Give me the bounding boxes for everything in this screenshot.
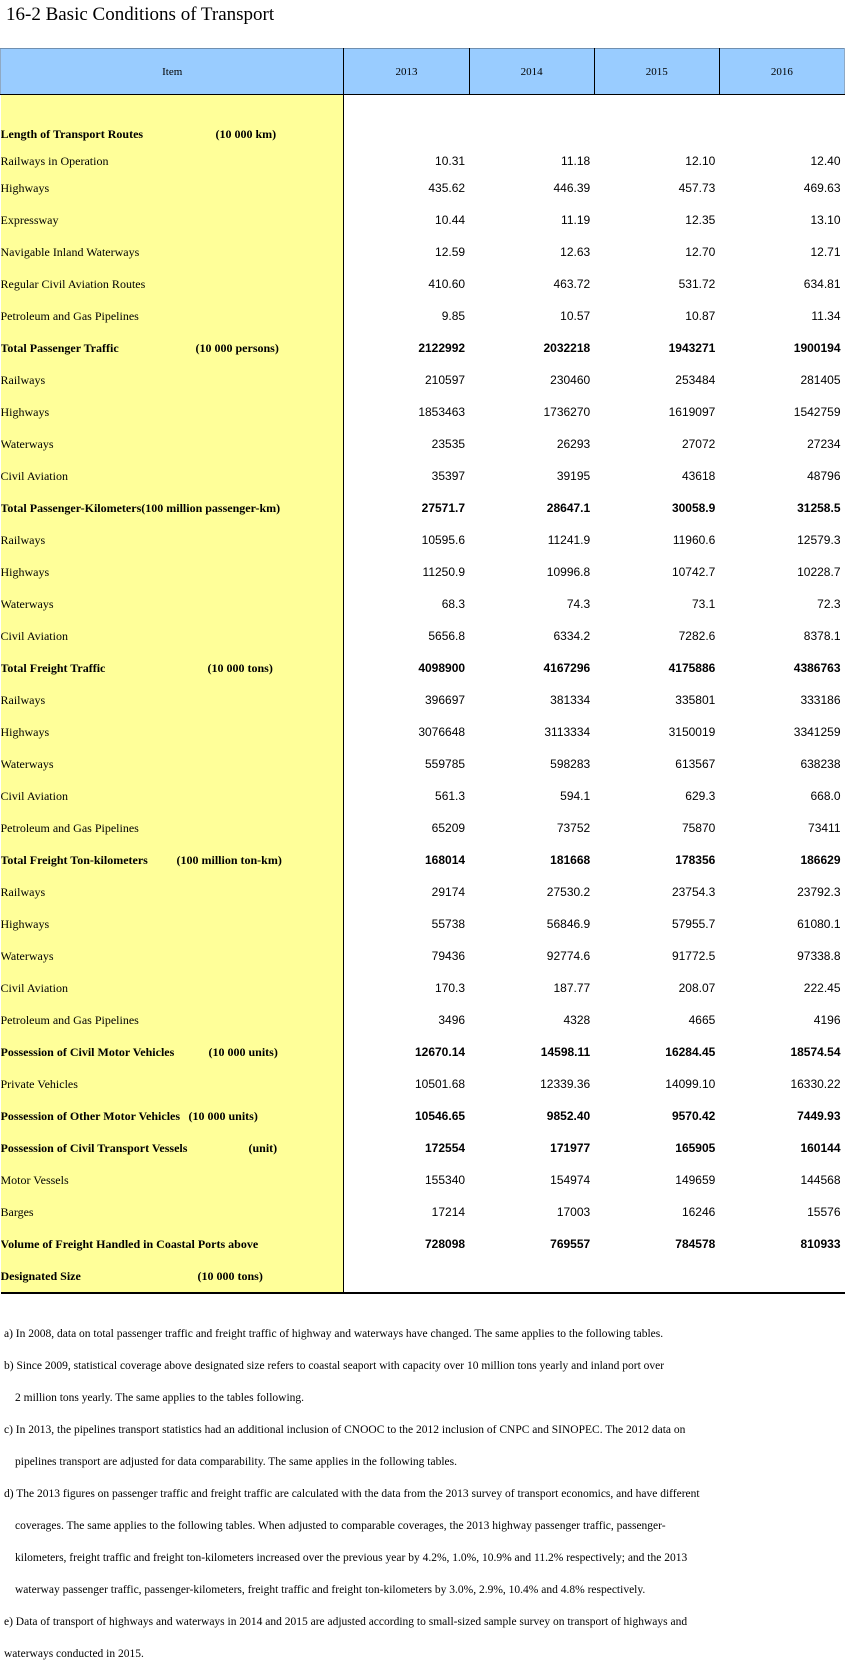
value-cell: 668.0 [810, 789, 841, 803]
value-cell: 28647.1 [546, 501, 591, 515]
value-cell: 9.85 [441, 309, 466, 323]
footnote-line: 2 million tons yearly. The same applies to the tables following. [15, 1392, 305, 1404]
row-label: Waterways [0, 756, 54, 771]
row-unit: (10 000 persons) [195, 340, 279, 355]
value-cell: 17003 [556, 1205, 591, 1219]
value-cell: 2122992 [418, 341, 466, 355]
row-label-cell [1, 908, 344, 940]
row-label-cell [1, 1260, 344, 1293]
value-cell: 410.60 [428, 277, 466, 291]
value-cell: 10595.6 [421, 533, 466, 547]
value-cell: 1853463 [418, 405, 466, 419]
row-label-cell [1, 876, 344, 908]
value-cell: 10.31 [435, 154, 466, 168]
value-cell: 728098 [425, 1237, 466, 1251]
value-cell: 230460 [550, 373, 591, 387]
table-row [1, 428, 845, 460]
value-cell: 16246 [681, 1205, 716, 1219]
row-label-cell [1, 1132, 344, 1164]
value-cell: 16330.22 [790, 1077, 841, 1091]
value-cell: 1619097 [668, 405, 716, 419]
table-row [1, 460, 845, 492]
row-unit: (10 000 units) [188, 1108, 258, 1123]
spacer-row [1, 95, 845, 119]
value-cell: 12.63 [560, 245, 591, 259]
value-cell: 92774.6 [546, 949, 591, 963]
value-cell: 12.70 [685, 245, 716, 259]
value-cell: 68.3 [441, 597, 466, 611]
header-year: 2013 [344, 49, 469, 95]
value-cell: 335801 [675, 693, 716, 707]
value-cell: 12339.36 [540, 1077, 591, 1091]
row-label-cell [1, 1228, 344, 1260]
value-cell: 91772.5 [671, 949, 716, 963]
row-label: Expressway [0, 212, 59, 227]
value-cell: 6334.2 [553, 629, 591, 643]
value-cell: 10996.8 [546, 565, 591, 579]
value-cell: 4098900 [418, 661, 466, 675]
row-label-cell [1, 332, 344, 364]
table-row [1, 1196, 845, 1228]
value-cell: 12.35 [685, 213, 716, 227]
row-label-cell [1, 1004, 344, 1036]
row-label-cell [1, 524, 344, 556]
row-label-cell [1, 118, 344, 150]
value-cell [344, 1260, 469, 1293]
value-cell: 2032218 [543, 341, 591, 355]
value-cell: 27072 [681, 437, 716, 451]
value-cell [719, 1260, 844, 1293]
table-row [1, 652, 845, 684]
value-cell: 435.62 [428, 181, 466, 195]
row-label: Petroleum and Gas Pipelines [0, 820, 139, 835]
value-cell: 186629 [800, 853, 841, 867]
value-cell: 172554 [425, 1141, 466, 1155]
value-cell: 3341259 [793, 725, 841, 739]
value-cell: 531.72 [678, 277, 716, 291]
row-label-cell [1, 1068, 344, 1100]
value-cell: 559785 [425, 757, 466, 771]
value-cell: 55738 [431, 917, 466, 931]
value-cell: 73.1 [691, 597, 716, 611]
row-label-cell [1, 428, 344, 460]
value-cell: 11241.9 [547, 533, 591, 547]
footnote-line: waterway passenger traffic, passenger-kilometers, freight traffic and freight ton-kilometers by 3.0%, 2.9%, 10.4% and 4.8% respectively. [15, 1584, 646, 1596]
row-label-cell [1, 620, 344, 652]
row-label-cell [1, 716, 344, 748]
value-cell: 12.10 [685, 154, 716, 168]
value-cell: 12.59 [435, 245, 466, 259]
footnote-line: e) Data of transport of highways and waterways in 2014 and 2015 are adjusted according to small-sized sample survey on transport of highways and [4, 1616, 688, 1628]
value-cell: 8378.1 [803, 629, 841, 643]
table-row [1, 620, 845, 652]
table-row [1, 1004, 845, 1036]
table-row [1, 268, 845, 300]
value-cell [594, 118, 719, 150]
row-label: Navigable Inland Waterways [0, 244, 140, 259]
row-label-cell [1, 204, 344, 236]
table-row [1, 118, 845, 150]
footnotes [4, 1318, 839, 1670]
value-cell: 7449.93 [797, 1109, 841, 1123]
value-cell: 446.39 [553, 181, 591, 195]
row-unit: (10 000 km) [215, 126, 277, 141]
row-label-cell [1, 1036, 344, 1068]
row-label-cell [1, 300, 344, 332]
value-cell: 10228.7 [797, 565, 841, 579]
value-cell: 638238 [800, 757, 841, 771]
value-cell: 15576 [807, 1205, 841, 1219]
row-label-cell [1, 236, 344, 268]
row-label-cell [1, 652, 344, 684]
value-cell: 165905 [675, 1141, 716, 1155]
value-cell: 13.10 [810, 213, 841, 227]
value-cell: 18574.54 [790, 1045, 841, 1059]
row-label-cell [1, 972, 344, 1004]
value-cell: 629.3 [685, 789, 716, 803]
table-row [1, 204, 845, 236]
value-cell: 769557 [550, 1237, 591, 1251]
row-label: Railways in Operation [0, 153, 109, 168]
row-label-cell [1, 684, 344, 716]
table-row [1, 396, 845, 428]
row-label-cell [1, 150, 344, 172]
value-cell: 222.45 [803, 981, 841, 995]
row-label: Highways [0, 404, 50, 419]
row-label: Possession of Civil Transport Vessels [0, 1140, 188, 1155]
value-cell: 17214 [431, 1205, 466, 1219]
table-row [1, 492, 845, 524]
row-label: Total Passenger-Kilometers(100 million passenger-km) [0, 500, 281, 515]
value-cell: 31258.5 [797, 501, 841, 515]
value-cell: 30058.9 [671, 501, 716, 515]
value-cell: 5656.8 [428, 629, 466, 643]
value-cell: 11.18 [561, 154, 591, 168]
value-cell: 168014 [425, 853, 466, 867]
value-cell [594, 1260, 719, 1293]
row-label: Civil Aviation [0, 468, 68, 483]
row-label: Motor Vessels [0, 1172, 69, 1187]
value-cell [469, 118, 594, 150]
row-unit: (100 million ton-km) [176, 852, 282, 867]
value-cell: 469.63 [803, 181, 841, 195]
value-cell: 9570.42 [671, 1109, 716, 1123]
row-label-cell [1, 780, 344, 812]
value-cell: 4386763 [793, 661, 841, 675]
table-row [1, 364, 845, 396]
value-cell: 4328 [563, 1013, 591, 1027]
table-row [1, 876, 845, 908]
value-cell: 97338.8 [797, 949, 841, 963]
row-unit: (unit) [248, 1140, 278, 1155]
value-cell: 12579.3 [797, 533, 841, 547]
row-label: Total Freight Ton-kilometers [0, 852, 148, 867]
value-cell: 10546.65 [414, 1109, 466, 1123]
value-cell: 10501.68 [414, 1077, 466, 1091]
value-cell: 10.44 [435, 213, 466, 227]
row-label-cell [1, 460, 344, 492]
row-label-cell [1, 364, 344, 396]
row-label: Civil Aviation [0, 628, 68, 643]
table-row [1, 684, 845, 716]
row-label: Designated Size [0, 1268, 81, 1283]
row-label-cell [1, 1100, 344, 1132]
header-row [1, 49, 845, 95]
value-cell: 253484 [675, 373, 716, 387]
row-label-cell [1, 812, 344, 844]
table-row [1, 748, 845, 780]
row-label: Civil Aviation [0, 788, 68, 803]
value-cell: 9852.40 [546, 1109, 591, 1123]
header-year: 2014 [469, 49, 594, 95]
value-cell: 11960.6 [672, 533, 716, 547]
table-row [1, 908, 845, 940]
value-cell: 4167296 [543, 661, 591, 675]
row-label: Highways [0, 916, 50, 931]
table-row [1, 1132, 845, 1164]
row-label: Railways [0, 372, 46, 387]
value-cell: 7282.6 [678, 629, 716, 643]
value-cell: 11.19 [561, 213, 591, 227]
value-cell: 16284.45 [665, 1045, 716, 1059]
value-cell: 11250.9 [422, 565, 466, 579]
value-cell: 35397 [431, 469, 466, 483]
value-cell: 73411 [808, 821, 841, 835]
table-row [1, 588, 845, 620]
table-row [1, 1228, 845, 1260]
value-cell: 4175886 [668, 661, 716, 675]
value-cell: 463.72 [553, 277, 591, 291]
page-title: 16-2 Basic Conditions of Transport [6, 4, 275, 25]
value-cell: 144568 [800, 1173, 841, 1187]
row-label-cell [1, 1196, 344, 1228]
value-cell: 3496 [438, 1013, 466, 1027]
header-year: 2015 [594, 49, 719, 95]
row-label: Barges [0, 1204, 34, 1219]
value-cell: 208.07 [678, 981, 716, 995]
value-cell: 154974 [550, 1173, 591, 1187]
table-row [1, 1068, 845, 1100]
row-label: Possession of Civil Motor Vehicles [0, 1044, 175, 1059]
row-label: Railways [0, 532, 46, 547]
table-row [1, 300, 845, 332]
row-unit: (10 000 tons) [197, 1268, 263, 1283]
value-cell: 12670.14 [414, 1045, 466, 1059]
table-row [1, 972, 845, 1004]
value-cell: 613567 [675, 757, 716, 771]
row-label-cell [1, 940, 344, 972]
row-label: Regular Civil Aviation Routes [0, 276, 146, 291]
value-cell: 29174 [431, 885, 466, 899]
value-cell: 155340 [425, 1173, 466, 1187]
row-label: Waterways [0, 596, 54, 611]
value-cell: 56846.9 [546, 917, 591, 931]
value-cell: 149659 [675, 1173, 716, 1187]
row-unit: (10 000 tons) [207, 660, 273, 675]
value-cell: 27234 [807, 437, 841, 451]
value-cell: 281405 [800, 373, 841, 387]
transport-table [0, 48, 845, 1294]
value-cell: 634.81 [803, 277, 841, 291]
value-cell: 23754.3 [671, 885, 716, 899]
value-cell: 396697 [425, 693, 466, 707]
row-label: Total Passenger Traffic [0, 340, 119, 355]
value-cell: 23535 [431, 437, 466, 451]
table-row [1, 1164, 845, 1196]
value-cell: 39195 [556, 469, 591, 483]
row-label: Waterways [0, 948, 54, 963]
footnote-line: coverages. The same applies to the following tables. When adjusted to comparable coverages, the 2013 highway passenger traffic, passenger- [15, 1520, 666, 1532]
value-cell: 10.87 [685, 309, 716, 323]
row-label: Railways [0, 692, 46, 707]
table-row [1, 844, 845, 876]
value-cell: 27571.7 [421, 501, 466, 515]
value-cell: 11.34 [811, 309, 841, 323]
value-cell [344, 118, 469, 150]
value-cell: 26293 [556, 437, 591, 451]
value-cell: 4665 [688, 1013, 716, 1027]
value-cell: 12.71 [810, 245, 841, 259]
row-label: Volume of Freight Handled in Coastal Ports above [0, 1236, 259, 1251]
table-row [1, 780, 845, 812]
row-label: Length of Transport Routes [0, 126, 144, 141]
value-cell: 4196 [813, 1013, 841, 1027]
value-cell: 1542759 [793, 405, 841, 419]
table-row [1, 812, 845, 844]
value-cell: 3076648 [418, 725, 466, 739]
row-label: Total Freight Traffic [0, 660, 106, 675]
row-label: Private Vehicles [0, 1076, 78, 1091]
value-cell: 1900194 [793, 341, 841, 355]
footnote-line: pipelines transport are adjusted for data comparability. The same applies in the following tables. [15, 1456, 457, 1468]
value-cell: 48796 [807, 469, 841, 483]
value-cell: 65209 [431, 821, 466, 835]
value-cell: 72.3 [817, 597, 841, 611]
row-label-cell [1, 396, 344, 428]
value-cell: 171977 [550, 1141, 591, 1155]
row-label: Highways [0, 564, 50, 579]
table-row [1, 332, 845, 364]
table-row [1, 1100, 845, 1132]
table-body [1, 95, 845, 1294]
value-cell: 810933 [800, 1237, 841, 1251]
row-label: Possession of Other Motor Vehicles [0, 1108, 181, 1123]
row-label-cell [1, 172, 344, 204]
table-row [1, 940, 845, 972]
value-cell: 75870 [681, 821, 716, 835]
value-cell: 333186 [800, 693, 841, 707]
header-year: 2016 [719, 49, 844, 95]
row-label-cell [1, 492, 344, 524]
row-label: Petroleum and Gas Pipelines [0, 1012, 139, 1027]
value-cell: 61080.1 [797, 917, 841, 931]
value-cell: 598283 [550, 757, 591, 771]
value-cell: 178356 [675, 853, 716, 867]
value-cell: 14099.10 [665, 1077, 716, 1091]
footnote-line: b) Since 2009, statistical coverage above designated size refers to coastal seaport with capacity over 10 million tons yearly and inland port over [4, 1360, 665, 1372]
value-cell [719, 118, 844, 150]
value-cell: 12.40 [810, 154, 841, 168]
table-row [1, 556, 845, 588]
value-cell: 74.3 [566, 597, 591, 611]
value-cell: 381334 [550, 693, 591, 707]
value-cell: 27530.2 [546, 885, 591, 899]
value-cell: 79436 [431, 949, 466, 963]
row-label-cell [1, 588, 344, 620]
value-cell: 170.3 [435, 981, 466, 995]
table-row [1, 150, 845, 172]
value-cell: 57955.7 [671, 917, 716, 931]
row-label-cell [1, 1164, 344, 1196]
value-cell: 73752 [556, 821, 591, 835]
value-cell: 457.73 [678, 181, 716, 195]
value-cell: 181668 [550, 853, 591, 867]
value-cell [469, 1260, 594, 1293]
row-label: Highways [0, 180, 50, 195]
footnote-line: a) In 2008, data on total passenger traffic and freight traffic of highway and waterways have changed. The same applies to the following tables. [4, 1328, 664, 1340]
value-cell: 1943271 [668, 341, 716, 355]
footnote-line: d) The 2013 figures on passenger traffic and freight traffic are calculated with the data from the 2013 survey of transport economics, and have different [4, 1488, 700, 1500]
row-label: Highways [0, 724, 50, 739]
table-row [1, 172, 845, 204]
row-label-cell [1, 844, 344, 876]
value-cell: 1736270 [543, 405, 591, 419]
value-cell: 210597 [425, 373, 466, 387]
row-label: Petroleum and Gas Pipelines [0, 308, 139, 323]
value-cell: 14598.11 [540, 1045, 591, 1059]
value-cell: 23792.3 [797, 885, 841, 899]
value-cell: 594.1 [560, 789, 591, 803]
row-unit: (10 000 units) [208, 1044, 278, 1059]
table-row [1, 1036, 845, 1068]
footnote-line: c) In 2013, the pipelines transport statistics had an additional inclusion of CNOOC to the 2012 inclusion of CNPC and SINOPEC. The 2012 data on [4, 1424, 686, 1436]
value-cell: 43618 [681, 469, 716, 483]
value-cell: 784578 [675, 1237, 716, 1251]
value-cell: 10.57 [560, 309, 591, 323]
row-label-cell [1, 556, 344, 588]
header-item: Item [1, 49, 344, 95]
value-cell: 160144 [800, 1141, 841, 1155]
value-cell: 3113334 [544, 725, 591, 739]
row-label-cell [1, 268, 344, 300]
table-row [1, 236, 845, 268]
footnote-line: kilometers, freight traffic and freight ton-kilometers increased over the previous year by 4.2%, 1.0%, 10.9% and 11.2% respectively; and the 2013 [15, 1552, 688, 1564]
footnote-line: waterways conducted in 2015. [4, 1648, 144, 1660]
value-cell: 187.77 [553, 981, 591, 995]
value-cell: 10742.7 [671, 565, 716, 579]
table-row [1, 716, 845, 748]
value-cell: 561.3 [435, 789, 466, 803]
table-row [1, 1260, 845, 1293]
row-label-cell [1, 748, 344, 780]
row-label: Railways [0, 884, 46, 899]
value-cell: 3150019 [668, 725, 716, 739]
table-row [1, 524, 845, 556]
row-label: Civil Aviation [0, 980, 68, 995]
row-label: Waterways [0, 436, 54, 451]
